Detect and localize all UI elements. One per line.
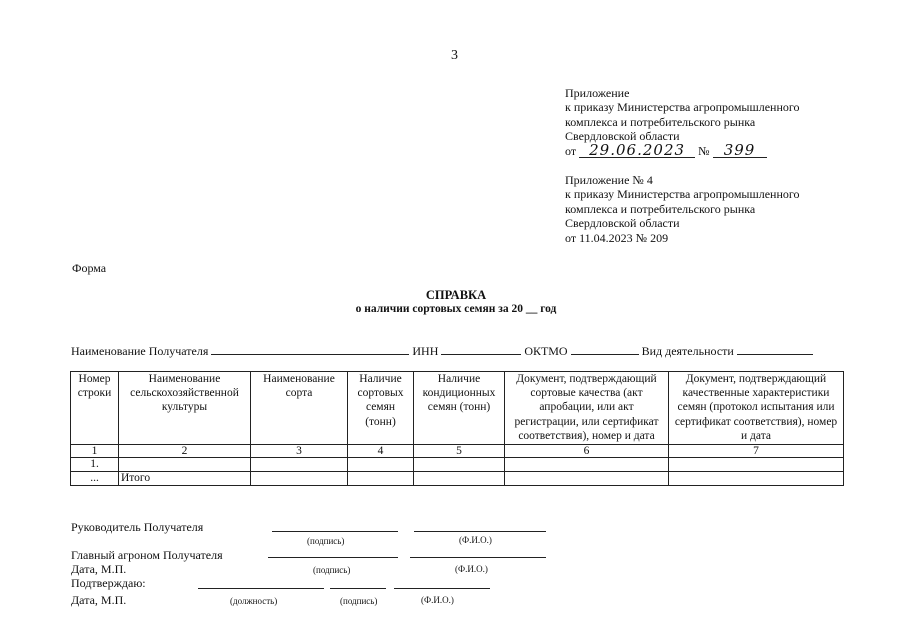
header-cell: Наличие сортовых семян (тонн) xyxy=(348,372,414,445)
document-title: СПРАВКА xyxy=(425,288,487,302)
column-number-row xyxy=(71,445,844,458)
appendix-line: Приложение xyxy=(565,86,630,100)
column-number: 4 xyxy=(348,445,414,458)
table-header-row xyxy=(71,372,844,445)
inn-label: ИНН xyxy=(412,344,439,358)
podpis-caption: (подпись) xyxy=(307,536,345,546)
column-number: 2 xyxy=(119,445,251,458)
recipient-label: Наименование Получателя xyxy=(71,344,209,358)
column-number: 7 xyxy=(669,445,844,458)
appendix-previous xyxy=(565,173,800,245)
head-fio-line xyxy=(414,531,546,532)
fio-caption: (Ф.И.О.) xyxy=(455,564,488,574)
appendix-line: к приказу Министерства агропромышленного xyxy=(565,187,800,202)
number-prefix: № xyxy=(698,143,710,158)
date-prefix: от xyxy=(565,143,577,158)
table-cell xyxy=(348,472,414,486)
column-number: 6 xyxy=(505,445,669,458)
appendix-date-line xyxy=(565,140,800,159)
column-number: 5 xyxy=(414,445,505,458)
header-cell: Номер строки xyxy=(71,372,119,445)
appendix-line: комплекса и потребительского рынка xyxy=(565,201,756,216)
confirm-signature-line xyxy=(330,588,386,589)
seed-table xyxy=(70,371,844,486)
header-cell: Документ, подтверждающий сортовые качества (акт апробации, или акт регистрации, или сертификат соответствия), номер и дата xyxy=(505,372,669,445)
recipient-fields-row xyxy=(71,344,813,359)
header-cell: Наименование сорта xyxy=(251,372,348,445)
column-number: 3 xyxy=(251,445,348,458)
dolzhnost-caption: (должность) xyxy=(230,596,278,606)
date-mp-label: Дата, М.П. xyxy=(71,562,127,576)
inn-blank xyxy=(441,344,521,355)
appendix-line: к приказу Министерства агропромышленного xyxy=(565,100,800,115)
activity-blank xyxy=(737,344,813,355)
page-number: 3 xyxy=(451,48,458,63)
table-cell xyxy=(348,458,414,472)
head-signature-line xyxy=(272,531,398,532)
appendix-line: Свердловской области xyxy=(565,129,680,144)
agronomist-label: Главный агроном Получателя xyxy=(71,548,223,562)
handwritten-date: 29.06.2023 xyxy=(579,144,695,158)
table-row-total xyxy=(71,472,844,486)
fio-caption: (Ф.И.О.) xyxy=(459,535,492,545)
table-cell xyxy=(414,458,505,472)
podpis-caption: (подпись) xyxy=(313,565,351,575)
form-label: Форма xyxy=(72,261,107,275)
header-cell: Наличие кондиционных семян (тонн) xyxy=(414,372,505,445)
confirm-position-line xyxy=(198,588,324,589)
appendix-line: Свердловской области xyxy=(565,216,680,231)
date-mp-label: Дата, М.П. xyxy=(71,593,127,607)
agronomist-fio-line xyxy=(410,557,546,558)
confirm-label: Подтверждаю: xyxy=(71,576,146,590)
table-cell xyxy=(669,472,844,486)
table-cell xyxy=(505,458,669,472)
table-cell xyxy=(505,472,669,486)
appendix-line: от 11.04.2023 № 209 xyxy=(565,230,669,245)
table-cell: 1. xyxy=(71,458,119,472)
total-cell: Итого xyxy=(119,472,251,486)
head-label: Руководитель Получателя xyxy=(71,520,204,534)
table-row xyxy=(71,458,844,472)
oktmo-blank xyxy=(571,344,639,355)
column-number: 1 xyxy=(71,445,119,458)
table-cell xyxy=(669,458,844,472)
table-cell xyxy=(119,458,251,472)
appendix-line: Приложение № 4 xyxy=(565,173,653,187)
header-cell: Документ, подтверждающий качественные характеристики семян (протокол испытания или сертификат соответствия), номер и дата xyxy=(669,372,844,445)
table-cell xyxy=(414,472,505,486)
oktmo-label: ОКТМО xyxy=(524,344,568,358)
table-cell xyxy=(251,458,348,472)
recipient-blank xyxy=(211,344,409,355)
table-cell xyxy=(251,472,348,486)
appendix-line: комплекса и потребительского рынка xyxy=(565,114,756,129)
fio-caption: (Ф.И.О.) xyxy=(421,595,454,605)
document-subtitle: о наличии сортовых семян за 20 __ год xyxy=(355,303,557,315)
handwritten-number: 399 xyxy=(713,144,767,158)
activity-label: Вид деятельности xyxy=(641,344,734,358)
table-cell: ... xyxy=(71,472,119,486)
podpis-caption: (подпись) xyxy=(340,596,378,606)
header-cell: Наименование сельскохозяйственной культуры xyxy=(119,372,251,445)
confirm-fio-line xyxy=(394,588,490,589)
agronomist-signature-line xyxy=(268,557,398,558)
appendix-current xyxy=(565,86,800,158)
